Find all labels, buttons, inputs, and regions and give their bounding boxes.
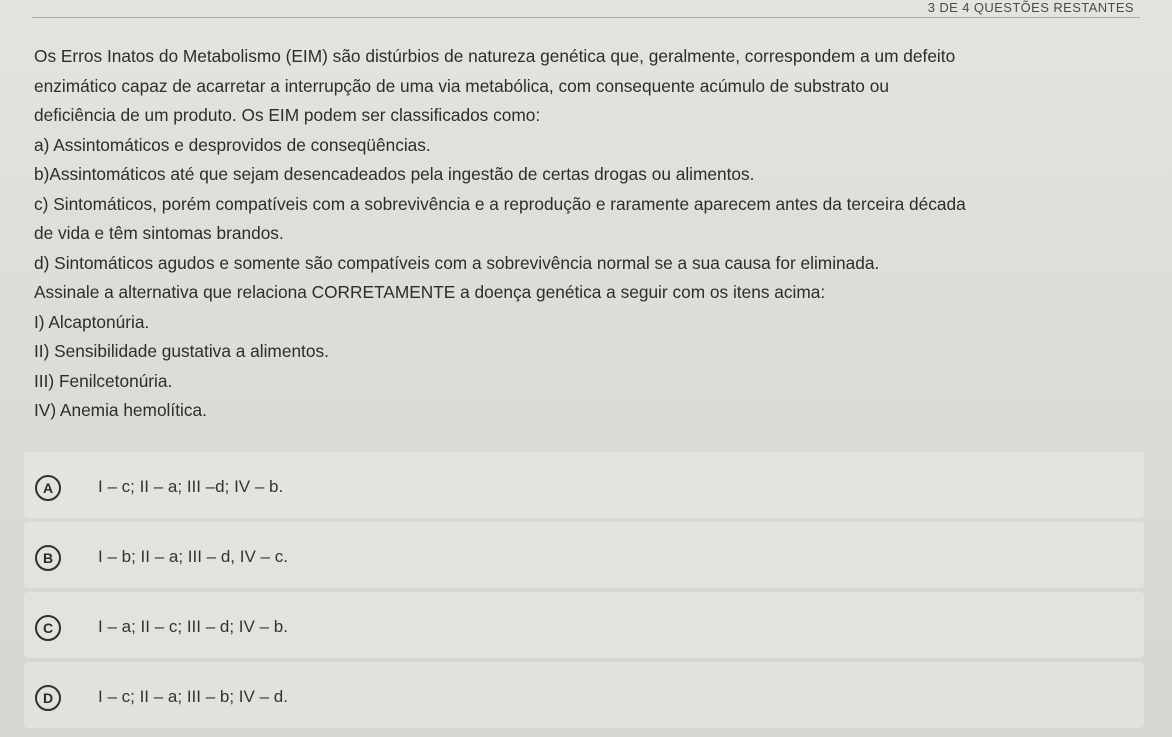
question-line: IV) Anemia hemolítica. [34,400,207,420]
answer-options [24,452,1144,737]
question-line: de vida e têm sintomas brandos. [34,223,284,243]
question-line: III) Fenilcetonúria. [34,370,173,391]
question-line: enzimático capaz de acarretar a interrupção de uma via metabólica, com consequente acúmulo de substrato ou [34,75,889,96]
answer-option-b[interactable] [24,522,1144,588]
option-letter-badge: A [35,475,61,501]
option-text: I – b; II – a; III – d, IV – c. [98,547,288,566]
questions-remaining-label: 3 DE 4 QUESTÕES RESTANTES [927,0,1134,15]
option-letter-badge: C [35,615,61,641]
header-divider [32,17,1140,18]
answer-option-d[interactable] [24,662,1144,728]
question-line: b)Assintomáticos até que sejam desencadeados pela ingestão de certas drogas ou alimentos. [34,164,755,184]
answer-option-a[interactable] [24,452,1144,518]
option-letter-badge: D [35,685,61,711]
option-text: I – c; II – a; III – b; IV – d. [98,687,288,706]
option-text: I – c; II – a; III –d; IV – b. [98,477,284,496]
question-line: I) Alcaptonúria. [34,311,150,332]
question-line: d) Sintomáticos agudos e somente são compatíveis com a sobrevivência normal se a sua causa for eliminada. [34,252,880,273]
question-line: Os Erros Inatos do Metabolismo (EIM) são distúrbios de natureza genética que, geralmente, correspondem a um defeito [34,46,956,66]
question-statement [34,42,1144,426]
option-letter-badge: B [35,545,61,571]
question-line: c) Sintomáticos, porém compatíveis com a sobrevivência e a reprodução e raramente aparecem antes da terceira década [34,193,966,214]
question-line: a) Assintomáticos e desprovidos de conseqüências. [34,134,431,155]
question-line: deficiência de um produto. Os EIM podem ser classificados como: [34,105,541,125]
answer-option-c[interactable] [24,592,1144,658]
option-text: I – a; II – c; III – d; IV – b. [98,617,288,636]
question-line: Assinale a alternativa que relaciona CORRETAMENTE a doença genética a seguir com os itens acima: [34,282,826,302]
question-line: II) Sensibilidade gustativa a alimentos. [34,341,329,361]
